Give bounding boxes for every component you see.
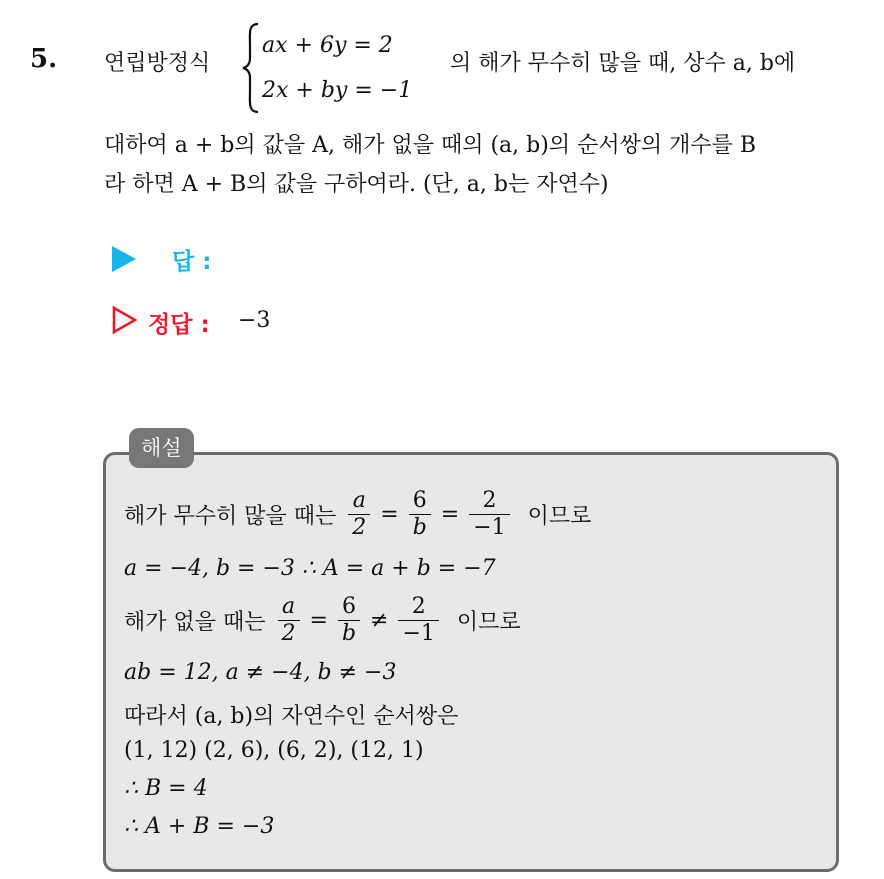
system-brace-icon [240,20,262,116]
problem-number: 5. [30,44,58,74]
solution-line-1: 해가 무수히 많을 때는 $\frac{a}{2}$ = $\frac{6}{b}$ = $\frac{2}{-1}$ 이므로 [124,488,592,540]
equation-1: ax + 6y = 2 [262,33,393,58]
solution-line-7: ∴ B = 4 [124,776,208,801]
correct-marker-icon [112,306,138,334]
correct-label: 정답 : [148,312,210,338]
solution-line-2: a = −4, b = −3 ∴ A = a + b = −7 [124,556,496,581]
solution-line-6: (1, 12) (2, 6), (6, 2), (12, 1) [124,738,424,763]
answer-field[interactable] [240,243,540,273]
problem-line1-rest: 의 해가 무수히 많을 때, 상수 a, b에 [450,51,796,76]
problem-line3: 라 하면 A + B의 값을 구하여라. (단, a, b는 자연수) [104,172,609,197]
solution-tab: 해설 [129,428,194,468]
solution-line-5: 따라서 (a, b)의 자연수인 순서쌍은 [124,704,459,729]
answer-marker-icon [112,246,136,272]
solution-line-4: ab = 12, a ≠ −4, b ≠ −3 [124,660,397,685]
equation-2: 2x + by = −1 [262,78,413,103]
solution-line-3: 해가 없을 때는 $\frac{a}{2}$ = $\frac{6}{b}$ ≠ $\frac{2}{-1}$ 이므로 [124,594,521,646]
problem-line2: 대하여 a + b의 값을 A, 해가 없을 때의 (a, b)의 순서쌍의 개수를 B [104,133,756,158]
correct-value: −3 [238,308,271,333]
problem-intro: 연립방정식 [104,51,211,76]
answer-label: 답 : [172,249,212,275]
solution-line-8: ∴ A + B = −3 [124,814,275,839]
